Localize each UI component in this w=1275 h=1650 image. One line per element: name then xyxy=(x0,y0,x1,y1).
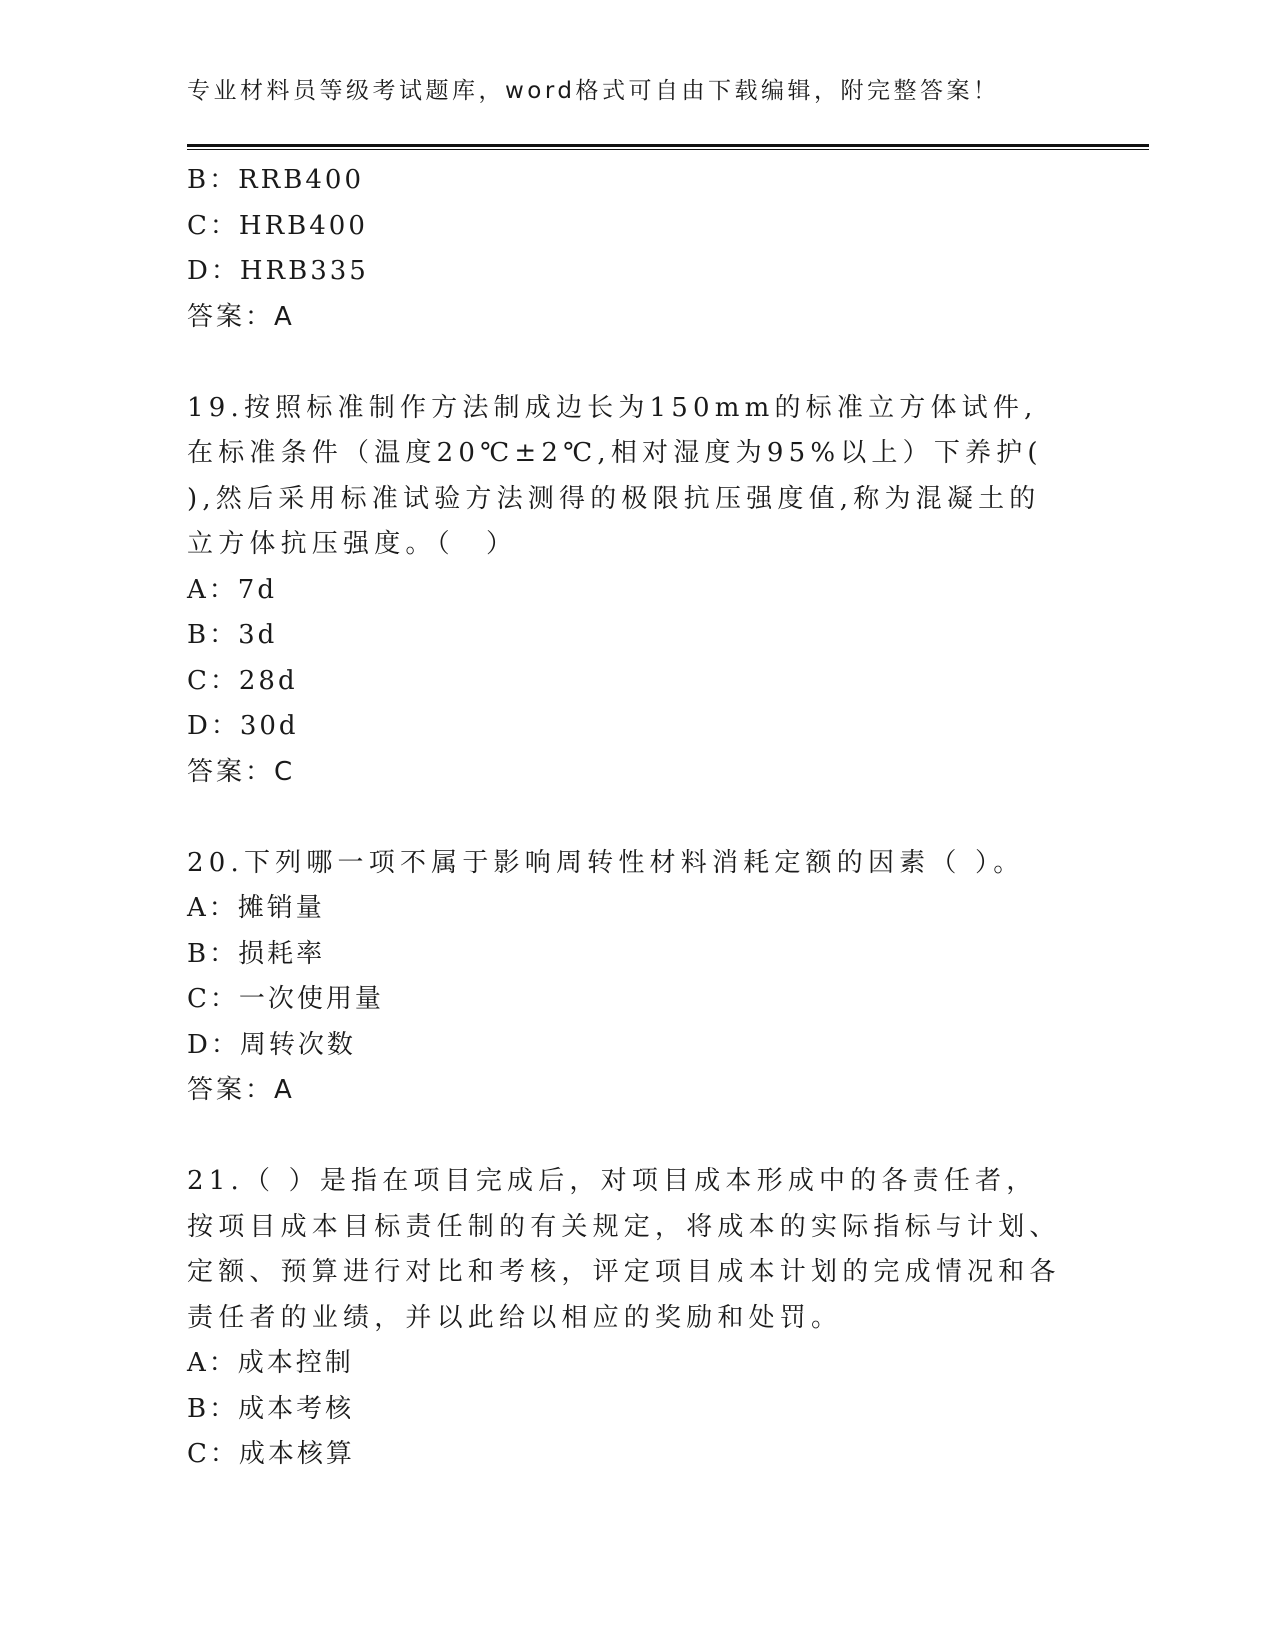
answer-label: 答案：C xyxy=(187,756,296,787)
option-c: C：成本核算 xyxy=(187,1439,355,1469)
question-text: 19.按照标准制作方法制成边长为150mm的标准立方体试件,在标准条件（温度20℃±2℃,相对湿度为95%以上）下养护( ),然后采用标准试验方法测得的极限抗压强度值,称为混凝土的立方体抗压强度。（ ） xyxy=(187,392,1043,559)
question-list xyxy=(187,158,1067,1478)
question-block xyxy=(187,841,1067,1114)
option-c: C：一次使用量 xyxy=(187,984,384,1014)
option-d: D：30d xyxy=(187,711,299,741)
option-b: B：RRB400 xyxy=(187,165,364,195)
question-block xyxy=(187,158,1067,340)
option-a: A：摊销量 xyxy=(187,893,325,923)
question-block xyxy=(187,1159,1067,1478)
option-b: B：成本考核 xyxy=(187,1393,355,1424)
option-c: C：HRB400 xyxy=(187,210,368,241)
question-block xyxy=(187,386,1067,796)
spacer xyxy=(187,795,1067,841)
option-b: B：3d xyxy=(187,620,278,650)
page-header: 专业材料员等级考试题库，word格式可自由下载编辑，附完整答案！ xyxy=(187,78,1000,104)
option-b: B：损耗率 xyxy=(187,938,326,969)
header-divider xyxy=(187,144,1149,147)
question-text: 20.下列哪一项不属于影响周转性材料消耗定额的因素（ ）。 xyxy=(187,847,1025,878)
option-a: A：7d xyxy=(187,574,277,605)
option-d: D：周转次数 xyxy=(187,1029,356,1060)
option-c: C：28d xyxy=(187,665,298,696)
spacer xyxy=(187,1114,1067,1160)
spacer xyxy=(187,340,1067,386)
header-divider-thin xyxy=(187,149,1149,150)
answer-label: 答案：A xyxy=(187,301,295,332)
option-a: A：成本控制 xyxy=(187,1348,354,1378)
answer-label: 答案：A xyxy=(187,1075,295,1105)
question-text: 21.（ ）是指在项目完成后，对项目成本形成中的各责任者，按项目成本目标责任制的有关规定，将成本的实际指标与计划、定额、预算进行对比和考核，评定项目成本计划的完成情况和各责任者的业绩，并以此给以相应的奖励和处罚。 xyxy=(187,1166,1061,1333)
option-d: D：HRB335 xyxy=(187,256,369,286)
